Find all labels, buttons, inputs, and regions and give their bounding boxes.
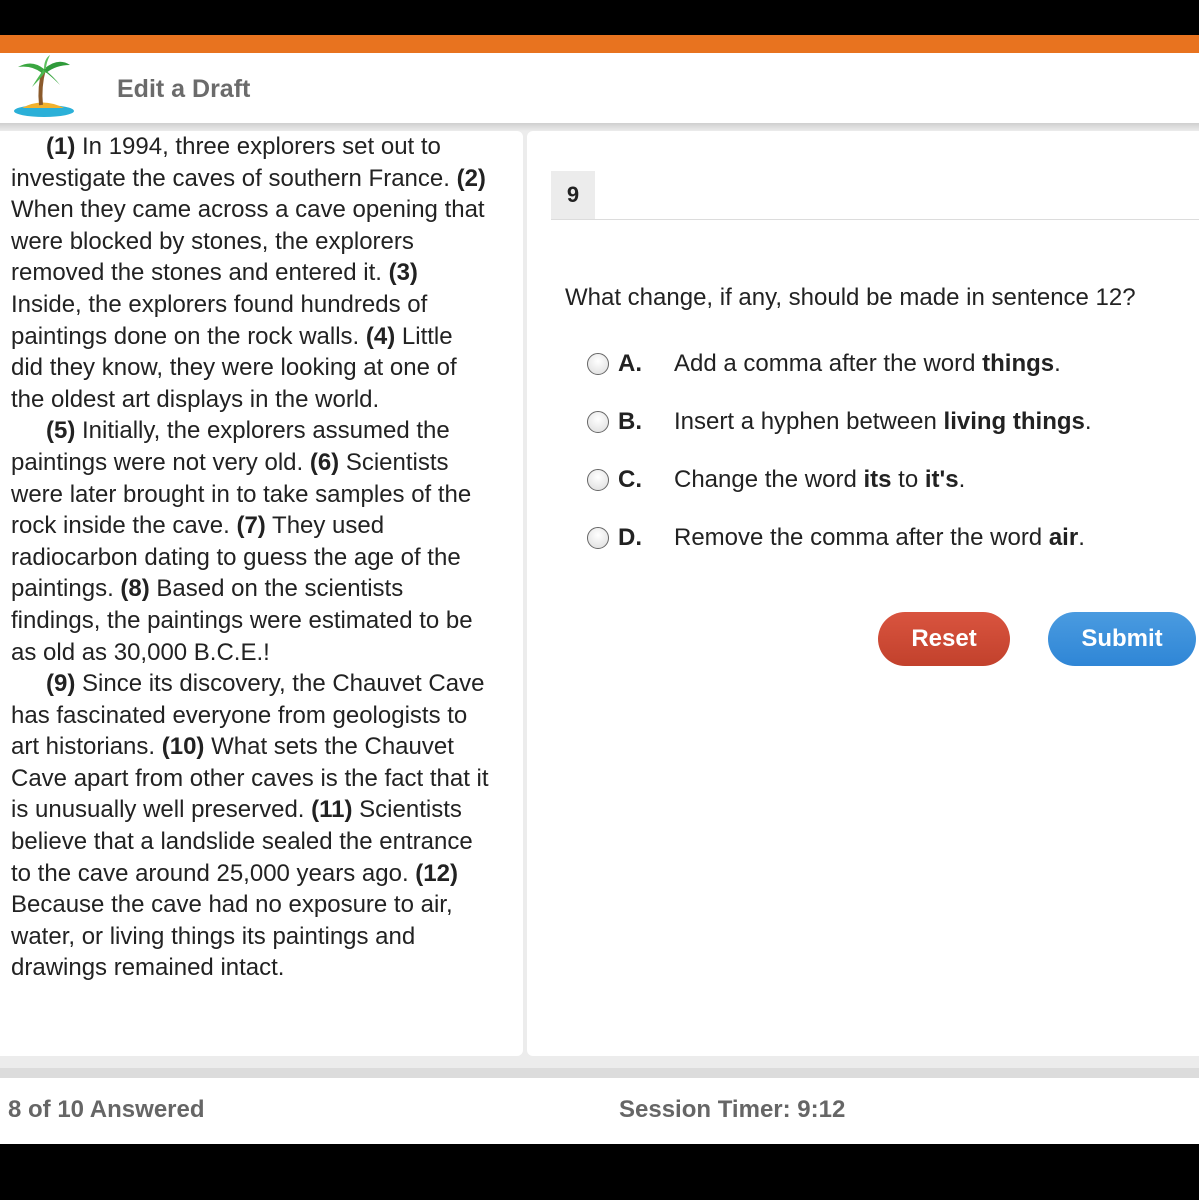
header (0, 53, 1199, 123)
radio-button[interactable] (587, 411, 609, 433)
sentence-text: Inside, the explorers found hundreds of paintings done on the rock walls. (11, 290, 428, 350)
sentence-number: (1) (46, 133, 76, 160)
choice-letter: B. (618, 408, 642, 435)
passage-text (11, 131, 491, 984)
sentence-text: What sets the Chauvet Cave apart from other caves is the fact that it is unusually well preserved. (11, 733, 489, 824)
choice-letter: C. (618, 466, 642, 493)
sentence-text: They used radiocarbon dating to guess the age of the paintings. (11, 512, 461, 603)
radio-button[interactable] (587, 527, 609, 549)
sentence-number: (11) (311, 796, 353, 824)
submit-button[interactable]: Submit (1048, 612, 1196, 666)
session-timer: Session Timer: 9:12 (619, 1096, 846, 1123)
footer-divider (0, 1068, 1199, 1078)
choice-letter: D. (618, 524, 642, 551)
choice-text (674, 350, 1061, 378)
sentence-number: (12) (415, 859, 458, 887)
choice-emphasis: living things (943, 408, 1085, 435)
sentence-number: (9) (46, 670, 76, 698)
choice-emphasis: its (863, 466, 892, 493)
sentence-text: In 1994, three explorers set out to investigate the caves of southern France. (11, 133, 457, 192)
sentence-text: Initially, the explorers assumed the paintings were not very old. (11, 417, 450, 476)
passage-paragraph (11, 415, 491, 668)
sentence-text: Little did they know, they were looking at one of the oldest art displays in the world. (11, 322, 457, 413)
passage-paragraph (11, 668, 491, 984)
sentence-number: (2) (456, 164, 486, 192)
question-panel (527, 131, 1199, 1056)
radio-button[interactable] (587, 469, 609, 491)
reset-button[interactable]: Reset (878, 612, 1010, 666)
question-number-bar (551, 171, 1199, 220)
choice-fragment: Remove the comma after the word (674, 524, 1049, 551)
choice-a[interactable] (587, 344, 1061, 384)
question-prompt: What change, if any, should be made in sentence 12? (565, 284, 1136, 311)
choice-emphasis: things (982, 350, 1055, 377)
question-number: 9 (551, 171, 595, 219)
sentence-number: (4) (365, 322, 396, 350)
choice-fragment: Add a comma after the word (674, 350, 983, 377)
content-area (0, 123, 1199, 1068)
sentence-text: Based on the scientists findings, the paintings were estimated to be as old as 30,000 B.C.E.! (11, 575, 473, 666)
passage-paragraph (11, 131, 491, 415)
choice-text (674, 466, 965, 494)
choice-fragment: . (1054, 350, 1061, 377)
sentence-number: (10) (161, 733, 205, 761)
choice-emphasis: air (1048, 524, 1079, 551)
bottom-black-bar (0, 1144, 1199, 1200)
passage-panel[interactable] (0, 131, 523, 1056)
choice-fragment: . (958, 466, 966, 493)
sentence-text: Scientists were later brought in to take samples of the rock inside the cave. (11, 448, 472, 540)
top-black-bar (0, 0, 1199, 35)
page-title: Edit a Draft (117, 75, 251, 103)
choice-text (674, 524, 1085, 552)
choice-fragment: . (1078, 524, 1085, 551)
sentence-text: Since its discovery, the Chauvet Cave has fascinated everyone from geologists to art historians. (11, 670, 485, 761)
choice-fragment: Insert a hyphen between (674, 408, 944, 435)
answered-count: 8 of 10 Answered (8, 1096, 205, 1123)
palm-island-icon (8, 55, 78, 119)
sentence-number: (8) (120, 575, 150, 603)
radio-button[interactable] (587, 353, 609, 375)
sentence-number: (6) (309, 448, 340, 476)
sentence-number: (3) (388, 259, 418, 287)
choice-letter: A. (618, 350, 642, 377)
choice-c[interactable] (587, 460, 965, 500)
sentence-number: (7) (236, 512, 266, 540)
sentence-number: (5) (46, 417, 76, 445)
sentence-text: Scientists believe that a landslide sealed the entrance to the cave around 25,000 years ago. (11, 796, 473, 887)
sentence-text: Because the cave had no exposure to air, water, or living things its paintings and drawings remained intact. (11, 891, 453, 982)
status-bar (0, 1078, 1199, 1144)
choice-text (674, 408, 1092, 436)
choice-fragment: to (891, 466, 925, 493)
choice-d[interactable] (587, 518, 1085, 558)
accent-stripe (0, 35, 1199, 53)
sentence-text: When they came across a cave opening that were blocked by stones, the explorers removed the stones and entered it. (11, 196, 485, 287)
choice-b[interactable] (587, 402, 1092, 442)
choice-fragment: . (1084, 408, 1092, 435)
choice-emphasis: it's (924, 466, 959, 493)
choice-fragment: Change the word (674, 466, 864, 493)
